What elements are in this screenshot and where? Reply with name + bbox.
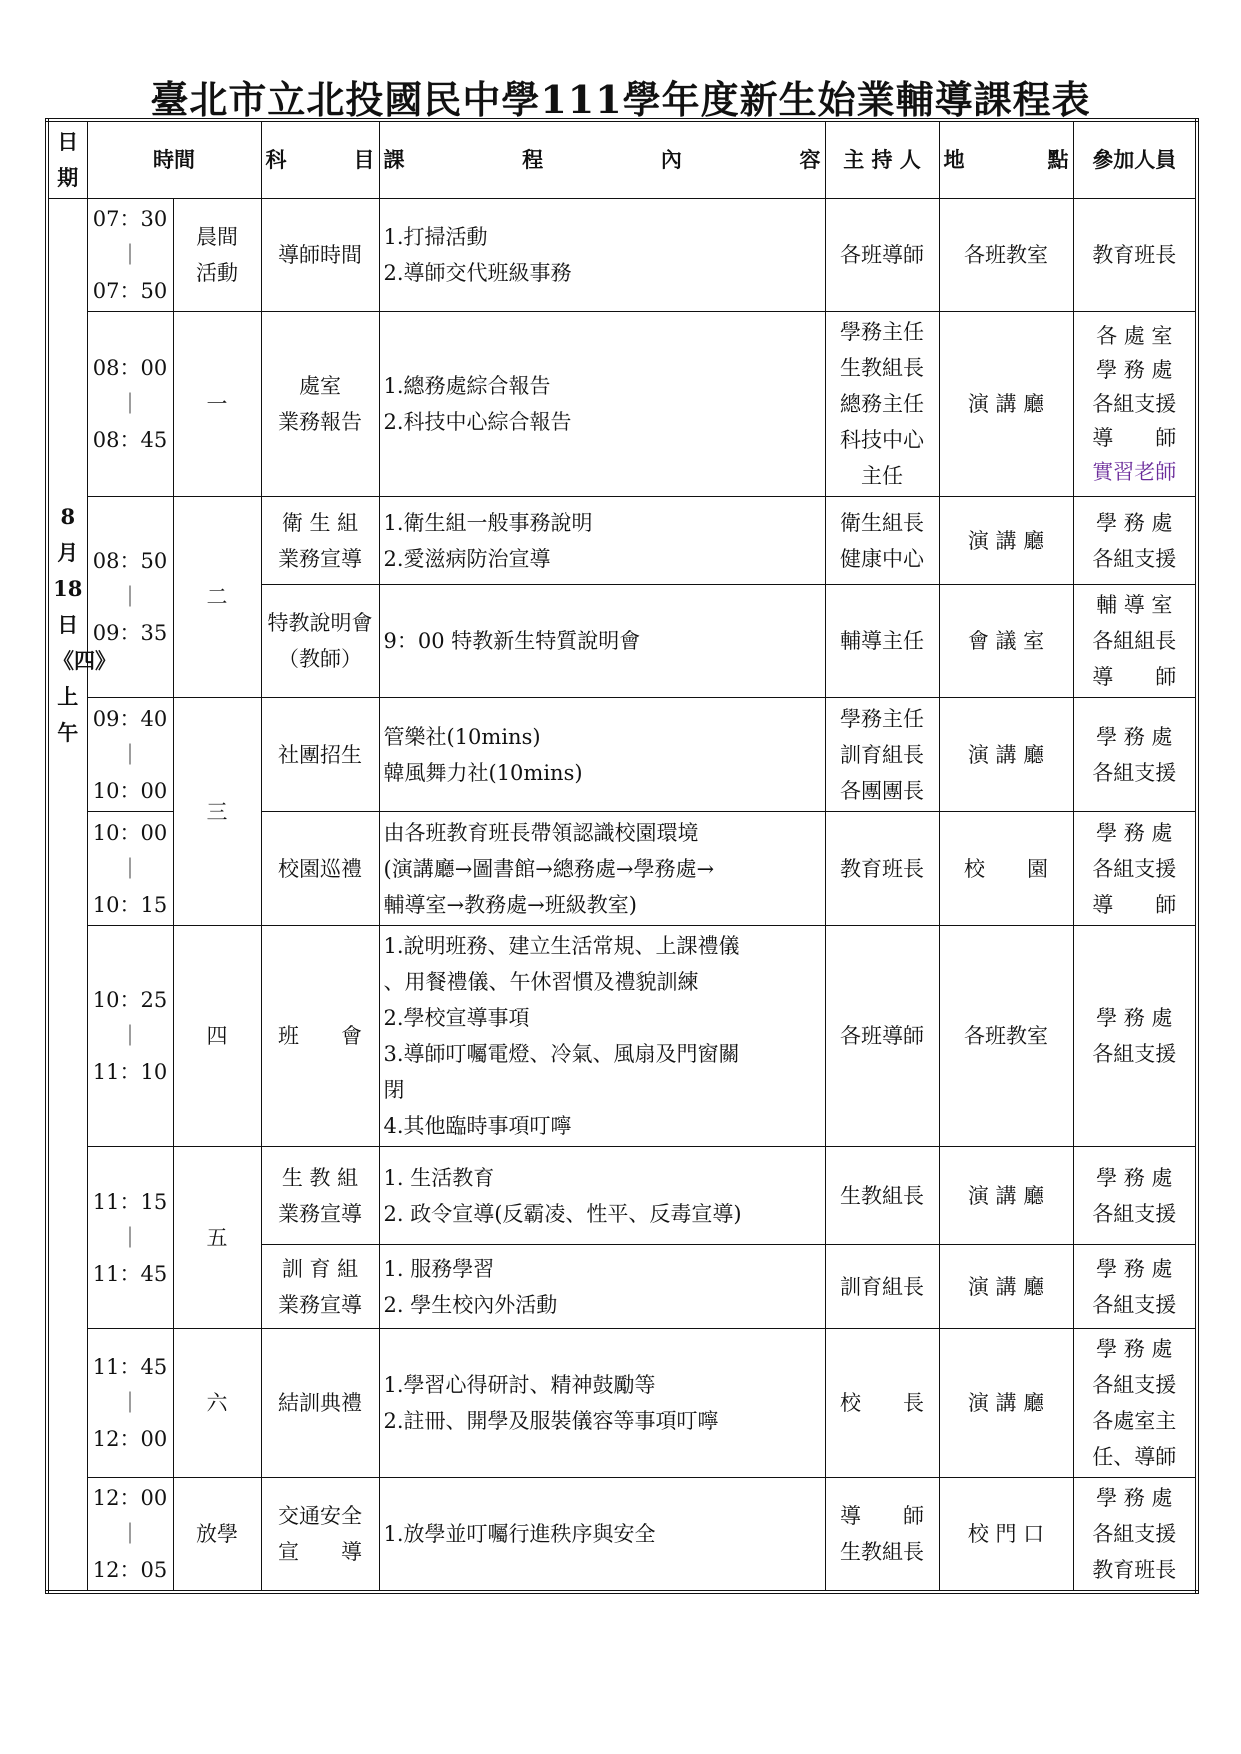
- participants-cell: 教育班長: [1073, 199, 1197, 312]
- place-cell: 各班教室: [939, 199, 1073, 312]
- place-cell: 演 講 廳: [939, 312, 1073, 497]
- subject-cell: 交通安全 宣 導: [261, 1478, 379, 1593]
- host-cell: 教育班長: [825, 812, 939, 926]
- time-cell: 11：15 ｜ 11：45: [87, 1147, 173, 1329]
- participants-cell: 學 務 處 各組支援: [1073, 497, 1197, 585]
- subject-cell: 班 會: [261, 926, 379, 1147]
- header-host: 主 持 人: [825, 120, 939, 199]
- participants-cell: 輔 導 室 各組組長 導 師: [1073, 585, 1197, 698]
- content-cell: 由各班教育班長帶領認識校園環境 (演講廳→圖書館→總務處→學務處→ 輔導室→教務處→班級教室): [379, 812, 825, 926]
- header-subject-b: 目: [353, 147, 375, 172]
- time-cell: 07：30 ｜ 07：50: [87, 199, 173, 312]
- subject-cell: 衛 生 組 業務宣導: [261, 497, 379, 585]
- participants-cell: 學 務 處 各組支援: [1073, 698, 1197, 812]
- table-row: [47, 698, 1197, 812]
- time-cell: 10：25 ｜ 11：10: [87, 926, 173, 1147]
- host-cell: 各班導師: [825, 926, 939, 1147]
- table-row: [47, 926, 1197, 1147]
- host-cell: 訓育組長: [825, 1245, 939, 1329]
- time-cell: 09：40 ｜ 10：00: [87, 698, 173, 812]
- content-cell: 1.放學並叮囑行進秩序與安全: [379, 1478, 825, 1593]
- period-cell: 晨間 活動: [173, 199, 261, 312]
- host-cell: 導 師 生教組長: [825, 1478, 939, 1593]
- participants-extra: 實習老師: [1092, 460, 1177, 484]
- table-row: [47, 1329, 1197, 1478]
- table-row: [47, 1147, 1197, 1245]
- place-cell: 演 講 廳: [939, 1329, 1073, 1478]
- place-cell: 各班教室: [939, 926, 1073, 1147]
- time-cell: 12：00 ｜ 12：05: [87, 1478, 173, 1593]
- period-cell: 五: [173, 1147, 261, 1329]
- header-content-2: 程: [522, 147, 544, 172]
- subject-cell: 訓 育 組 業務宣導: [261, 1245, 379, 1329]
- participants-cell: [1073, 312, 1197, 497]
- time-cell: 08：00 ｜ 08：45: [87, 312, 173, 497]
- participants-cell: 學 務 處 各組支援 教育班長: [1073, 1478, 1197, 1593]
- header-time: 時間: [87, 120, 261, 199]
- place-cell: 演 講 廳: [939, 497, 1073, 585]
- subject-cell: 特教說明會 （教師）: [261, 585, 379, 698]
- period-cell: 一: [173, 312, 261, 497]
- header-participants: 參加人員: [1073, 120, 1197, 199]
- subject-cell: 處室 業務報告: [261, 312, 379, 497]
- content-cell: 1. 生活教育 2. 政令宣導(反霸凌、性平、反毒宣導): [379, 1147, 825, 1245]
- content-cell: 1. 服務學習 2. 學生校內外活動: [379, 1245, 825, 1329]
- period-cell: 二: [173, 497, 261, 698]
- content-cell: 1.衛生組一般事務說明 2.愛滋病防治宣導: [379, 497, 825, 585]
- content-cell: 9：00 特教新生特質說明會: [379, 585, 825, 698]
- header-place-b: 點: [1047, 147, 1069, 172]
- host-cell: 生教組長: [825, 1147, 939, 1245]
- participants-cell: 學 務 處 各組支援: [1073, 926, 1197, 1147]
- place-cell: 演 講 廳: [939, 1147, 1073, 1245]
- participants-cell: 學 務 處 各組支援 導 師: [1073, 812, 1197, 926]
- place-cell: 演 講 廳: [939, 1245, 1073, 1329]
- content-cell: 1.學習心得研討、精神鼓勵等 2.註冊、開學及服裝儀容等事項叮嚀: [379, 1329, 825, 1478]
- host-cell: 衛生組長 健康中心: [825, 497, 939, 585]
- host-cell: 各班導師: [825, 199, 939, 312]
- header-content-4: 容: [799, 147, 821, 172]
- subject-cell: 結訓典禮: [261, 1329, 379, 1478]
- header-content: [379, 120, 825, 199]
- participants-cell: 學 務 處 各組支援: [1073, 1245, 1197, 1329]
- content-cell: 管樂社(10mins) 韓風舞力社(10mins): [379, 698, 825, 812]
- content-cell: 1.說明班務、建立生活常規、上課禮儀 、用餐禮儀、午休習慣及禮貌訓練 2.學校宣導事項 3.導師叮囑電燈、冷氣、風扇及門窗關 閉 4.其他臨時事項叮嚀: [379, 926, 825, 1147]
- subject-cell: 生 教 組 業務宣導: [261, 1147, 379, 1245]
- content-cell: 1.總務處綜合報告 2.科技中心綜合報告: [379, 312, 825, 497]
- place-cell: 會 議 室: [939, 585, 1073, 698]
- host-cell: 輔導主任: [825, 585, 939, 698]
- table-row: [47, 312, 1197, 497]
- header-subject: [261, 120, 379, 199]
- time-cell: 11：45 ｜ 12：00: [87, 1329, 173, 1478]
- header-content-1: 課: [383, 147, 405, 172]
- period-cell: 四: [173, 926, 261, 1147]
- host-cell: 學務主任 訓育組長 各團團長: [825, 698, 939, 812]
- place-cell: 演 講 廳: [939, 698, 1073, 812]
- participants-text: 各 處 室 學 務 處 各組支援 導 師: [1092, 324, 1177, 450]
- host-cell: 校 長: [825, 1329, 939, 1478]
- header-content-3: 內: [660, 147, 682, 172]
- schedule-table: [45, 118, 1199, 1594]
- header-place-a: 地: [943, 147, 965, 172]
- period-cell: 三: [173, 698, 261, 926]
- table-row: [47, 1478, 1197, 1593]
- header-row: [47, 120, 1197, 199]
- table-row: [47, 199, 1197, 312]
- participants-cell: 學 務 處 各組支援: [1073, 1147, 1197, 1245]
- time-cell: 10：00 ｜ 10：15: [87, 812, 173, 926]
- header-place: [939, 120, 1073, 199]
- date-cell: 8 月 18 日 《四》 上 午: [47, 199, 87, 1593]
- period-cell: 六: [173, 1329, 261, 1478]
- place-cell: 校 園: [939, 812, 1073, 926]
- period-cell: 放學: [173, 1478, 261, 1593]
- host-cell: 學務主任 生教組長 總務主任 科技中心 主任: [825, 312, 939, 497]
- participants-cell: 學 務 處 各組支援 各處室主 任、導師: [1073, 1329, 1197, 1478]
- subject-cell: 校園巡禮: [261, 812, 379, 926]
- table-row: [47, 497, 1197, 585]
- header-date: 日 期: [47, 120, 87, 199]
- page-title: 臺北市立北投國民中學111學年度新生始業輔導課程表: [150, 77, 1091, 122]
- time-cell: 08：50 ｜ 09：35: [87, 497, 173, 698]
- header-subject-a: 科: [265, 147, 287, 172]
- content-cell: 1.打掃活動 2.導師交代班級事務: [379, 199, 825, 312]
- subject-cell: 導師時間: [261, 199, 379, 312]
- place-cell: 校 門 口: [939, 1478, 1073, 1593]
- subject-cell: 社團招生: [261, 698, 379, 812]
